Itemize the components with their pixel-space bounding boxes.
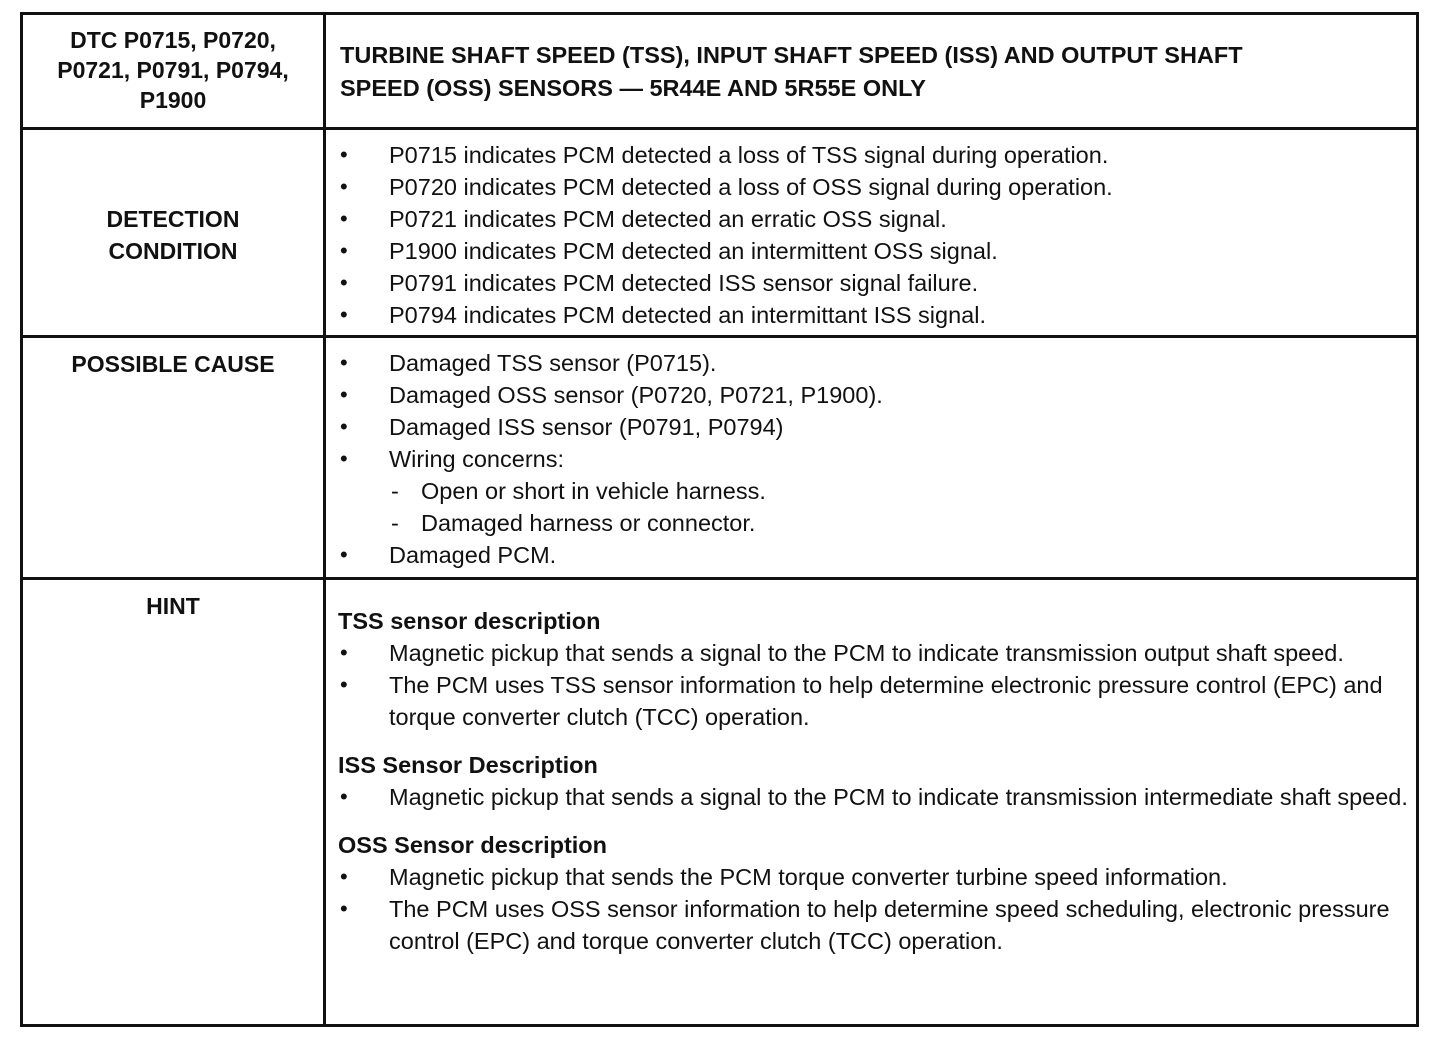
possible-cause-row [23,335,1416,580]
list-item: • Damaged OSS sensor (P0720, P0721, P1900). [326,379,1416,411]
list-item: • Damaged TSS sensor (P0715). [326,347,1416,379]
iss-description-section [326,749,1416,813]
list-item: • The PCM uses TSS sensor information to help determine electronic pressure control (EPC) and torque converter clutch (TCC) operation. [326,669,1416,733]
hint-content [326,580,1416,1024]
label-line: DETECTION [106,206,240,232]
dtc-codes-line: DTC P0715, P0720, [70,27,276,53]
section-heading: TSS sensor description [338,608,601,634]
list-item: • Damaged ISS sensor (P0791, P0794) [326,411,1416,443]
list-item: • P0720 indicates PCM detected a loss of OSS signal during operation. [326,171,1416,203]
dtc-codes-line: P1900 [139,87,207,113]
section-heading: ISS Sensor Description [338,752,598,778]
label-line: CONDITION [108,238,238,264]
list-item: • P0794 indicates PCM detected an intermittant ISS signal. [326,299,1416,331]
dtc-codes-cell [23,15,326,130]
detection-condition-label [23,130,326,338]
dtc-diagnostic-table [20,12,1419,1027]
list-item-wiring [326,443,1416,539]
possible-cause-label: POSSIBLE CAUSE [23,338,326,580]
detection-condition-content [326,130,1416,338]
tss-description-list [326,637,1416,733]
header-row [23,15,1416,130]
list-item: • P0721 indicates PCM detected an erratic OSS signal. [326,203,1416,235]
tss-description-section [326,605,1416,733]
oss-description-list [326,861,1416,957]
oss-description-section [326,829,1416,957]
list-item: • Magnetic pickup that sends a signal to the PCM to indicate transmission intermediate shaft speed. [326,781,1416,813]
hint-label: HINT [23,580,326,1024]
list-item: • P0715 indicates PCM detected a loss of TSS signal during operation. [326,139,1416,171]
list-item: • The PCM uses OSS sensor information to help determine speed scheduling, electronic pressure control (EPC) and torque converter clutch (TCC) operation. [326,893,1416,957]
possible-cause-content [326,338,1416,580]
sublist-item: - Damaged harness or connector. [389,507,1408,539]
wiring-sublist [389,475,1408,539]
table-title-line: TURBINE SHAFT SPEED (TSS), INPUT SHAFT SPEED (ISS) AND OUTPUT SHAFT [340,42,1243,68]
detection-condition-row [23,127,1416,338]
wiring-concerns-text: Wiring concerns: [389,446,564,472]
dtc-codes-line: P0721, P0791, P0794, [57,57,289,83]
cause-list [326,347,1416,571]
list-item: • Damaged PCM. [326,539,1416,571]
sublist-item: - Open or short in vehicle harness. [389,475,1408,507]
table-title-cell [326,15,1416,130]
list-item: • Magnetic pickup that sends the PCM torque converter turbine speed information. [326,861,1416,893]
list-item: • P1900 indicates PCM detected an intermittent OSS signal. [326,235,1416,267]
list-item: • Magnetic pickup that sends a signal to the PCM to indicate transmission output shaft speed. [326,637,1416,669]
iss-description-list [326,781,1416,813]
detection-list [326,139,1416,331]
list-item: • P0791 indicates PCM detected ISS sensor signal failure. [326,267,1416,299]
hint-row [23,577,1416,1024]
table-title-line: SPEED (OSS) SENSORS — 5R44E AND 5R55E ONLY [340,75,926,101]
section-heading: OSS Sensor description [338,832,608,858]
